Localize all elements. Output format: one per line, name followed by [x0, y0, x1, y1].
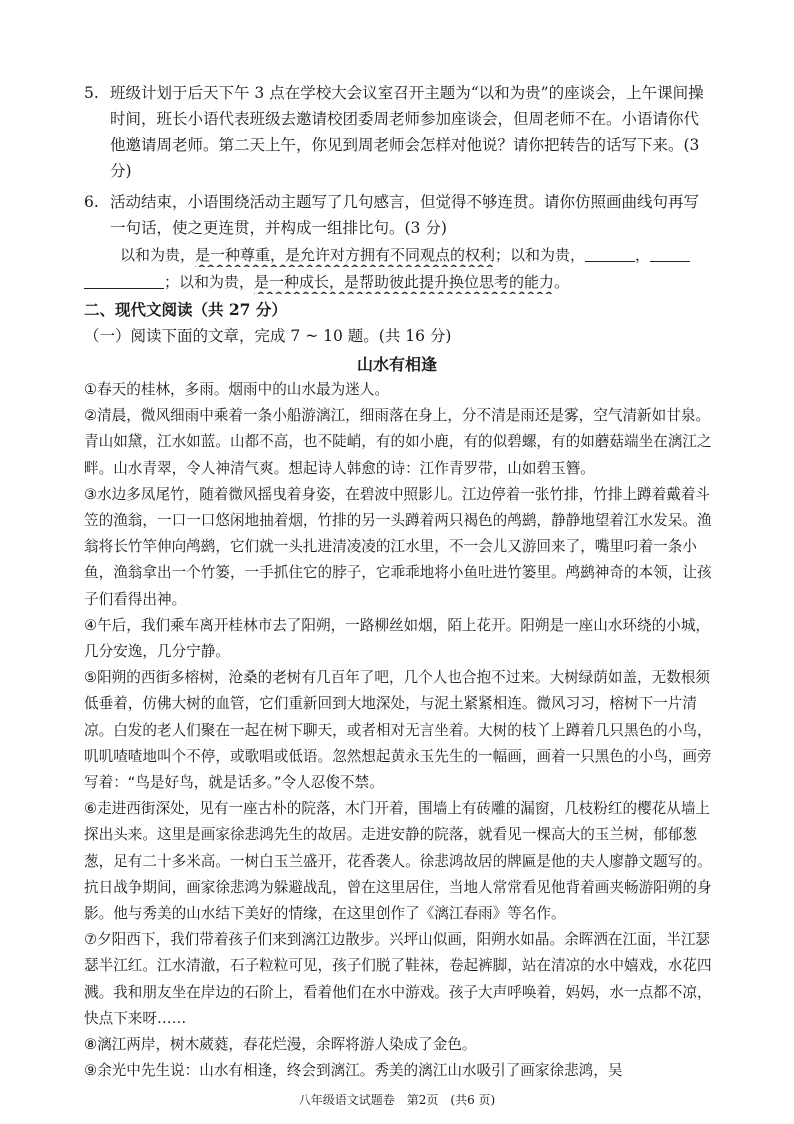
wavy-underlined-sentence: 是一种成长，是帮助彼此提升换位思考的能力 [254, 273, 555, 291]
article-title: 山水有相逢 [356, 355, 437, 374]
article-paragraph: ⑤阳朔的西街多榕树，沧桑的老树有几百年了吧，几个人也合抱不过来。大树绿荫如盖，无数根须低垂着，仿佛大树的血管，它们重新回到大地深处，与泥土紧紧相连。微风习习，榕树下一片清凉。白发的老人们聚在一起在树下聊天，或者相对无言坐着。大树的枝丫上蹲着几只黑色的小鸟，叽叽喳喳地叫个不停，或歌唱或低语。忽然想起黄永玉先生的一幅画，画着一只黑色的小鸟，画旁写着：“鸟是好鸟，就是话多。”令人忍俊不禁。 [84, 669, 712, 792]
q6-sample-line-2: ；以和为贵，是一种成长，是帮助彼此提升换位思考的能力。 [84, 270, 710, 294]
article-paragraph: ⑥走进西街深处，见有一座古朴的院落，木门开着，围墙上有砖雕的漏窗，几枝粉红的樱花从墙上探出头来。这里是画家徐悲鸿先生的故居。走进安静的院落，就看见一棵高大的玉兰树，郁郁葱葱，足有二十多米高。一树白玉兰盛开，花香袭人。徐悲鸿故居的牌匾是他的夫人廖静文题写的。抗日战争期间，画家徐悲鸿为躲避战乱，曾在这里居住，当地人常常看见他背着画夹畅游阳朔的身影。他与秀美的山水结下美好的情缘，在这里创作了《漓江春雨》等名作。 [84, 800, 712, 923]
section-heading: 二、现代文阅读（共 27 分） [84, 300, 287, 319]
question-6 [84, 189, 712, 241]
article-paragraph: ④午后，我们乘车离开桂林市去了阳朔，一路柳丝如烟，陌上花开。阳朔是一座山水环绕的小城，几分安逸，几分宁静。 [84, 616, 711, 661]
wavy-underlined-sentence: 是一种尊重，是允许对方拥有不同观点的权利 [195, 246, 496, 264]
question-5 [84, 80, 712, 184]
answer-blank[interactable] [84, 272, 164, 289]
answer-blank[interactable] [585, 245, 635, 262]
article-paragraph: ⑧漓江两岸，树木葳蕤，春花烂漫，余晖将游人染成了金色。 [84, 1036, 477, 1054]
question-text: 班级计划于后天下午 3 点在学校大会议室召开主题为“以和为贵”的座谈会，上午课间操时间，班长小语代表班级去邀请校团委周老师参加座谈会，但周老师不在。小语请你代他邀请周老师。第二天上午，你见到周老师会怎样对他说？请你把转告的话写下来。(3 分) [110, 84, 704, 180]
question-text: 活动结束，小语围绕活动主题写了几句感言，但觉得不够连贯。请你仿照画曲线句再写一句话，使之更连贯，并构成一组排比句。(3 分) [110, 193, 700, 237]
question-number: 6. [84, 193, 99, 211]
subsection-heading: （一）阅读下面的文章，完成 7 ~ 10 题。(共 16 分) [84, 327, 452, 345]
question-number: 5. [84, 84, 99, 102]
article-paragraph: ⑨余光中先生说：山水有相逢，终会到漓江。秀美的漓江山水吸引了画家徐悲鸿，吴 [84, 1062, 623, 1080]
article-body [84, 377, 712, 1084]
q6-sample-line-1: 以和为贵，是一种尊重，是允许对方拥有不同观点的权利；以和为贵， ， [84, 243, 710, 267]
page-footer: 八年级语文试题卷 第2页 (共6 页) [298, 1093, 496, 1107]
article-paragraph: ⑦夕阳西下，我们带着孩子们来到漓江边散步。兴坪山似画，阳朔水如晶。余晖洒在江面，半江瑟瑟半江红。江水清澈，石子粒粒可见，孩子们脱了鞋袜，卷起裤脚，站在清凉的水中嬉戏，水花四溅。我和朋友坐在岸边的石阶上，看着他们在水中游戏。孩子大声呼唤着，妈妈，水一点都不凉，快点下来呀…… [84, 931, 712, 1027]
article-paragraph: ①春天的桂林，多雨。烟雨中的山水最为迷人。 [84, 381, 389, 398]
article-paragraph: ③水边多凤尾竹，随着微风摇曳着身姿，在碧波中照影儿。江边停着一张竹排，竹排上蹲着戴着斗笠的渔翁，一口一口悠闲地抽着烟，竹排的另一头蹲着两只褐色的鸬鹚，静静地望着江水发呆。渔翁将长竹竿伸向鸬鹚，它们就一头扎进清凌凌的江水里，不一会儿又游回来了，嘴里叼着一条小鱼，渔翁拿出一个竹篓，一手抓住它的脖子，它乖乖地将小鱼吐进竹篓里。鸬鹚神奇的本领，让孩子们看得出神。 [84, 485, 712, 608]
article-paragraph: ②清晨，微风细雨中乘着一条小船游漓江，细雨落在身上，分不清是雨还是雾，空气清新如甘泉。青山如黛，江水如蓝。山都不高，也不陡峭，有的如小鹿，有的似碧螺，有的如蘑菇端坐在漓江之畔。山水青翠，令人神清气爽。想起诗人韩愈的诗：江作青罗带，山如碧玉簪。 [84, 407, 712, 477]
answer-blank[interactable] [650, 245, 690, 262]
